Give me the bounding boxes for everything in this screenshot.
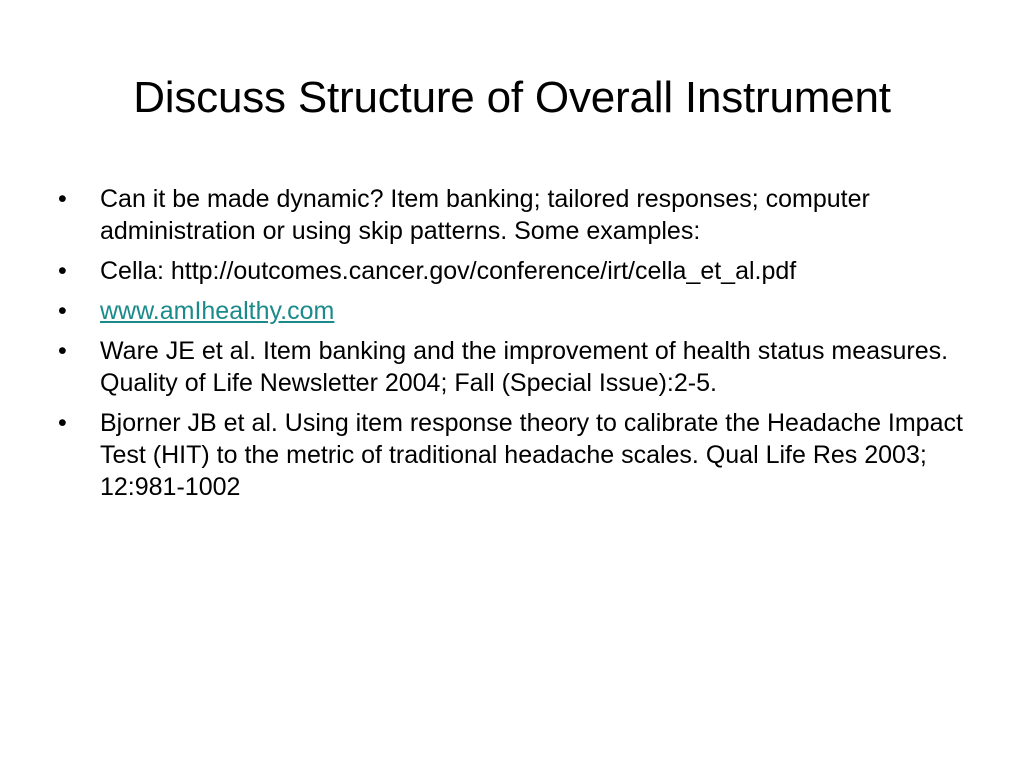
bullet-icon: • [58, 297, 67, 325]
bullet-text: Can it be made dynamic? Item banking; tailored responses; computer administration or using skip patterns. Some examples: [100, 185, 870, 245]
bullet-item-cella [58, 255, 978, 287]
bullet-list [58, 183, 978, 511]
bullet-icon: • [58, 257, 67, 285]
bullet-text: Bjorner JB et al. Using item response theory to calibrate the Headache Impact Test (HIT) to the metric of traditional headache scales. Qual Life Res 2003; 12:981-1002 [100, 409, 963, 501]
bullet-item-amihealthy [58, 295, 978, 327]
slide-title: Discuss Structure of Overall Instrument [133, 73, 891, 122]
bullet-icon: • [58, 409, 67, 437]
bullet-icon: • [58, 185, 67, 213]
bullet-item-bjorner [58, 407, 978, 503]
bullet-item-dynamic [58, 183, 978, 247]
bullet-text: Ware JE et al. Item banking and the improvement of health status measures. Quality of Life Newsletter 2004; Fall (Special Issue):2-5. [100, 337, 949, 397]
amihealthy-link[interactable]: www.amIhealthy.com [100, 297, 335, 325]
bullet-text: Cella: http://outcomes.cancer.gov/conference/irt/cella_et_al.pdf [100, 257, 797, 285]
bullet-item-ware [58, 335, 978, 399]
bullet-icon: • [58, 337, 67, 365]
